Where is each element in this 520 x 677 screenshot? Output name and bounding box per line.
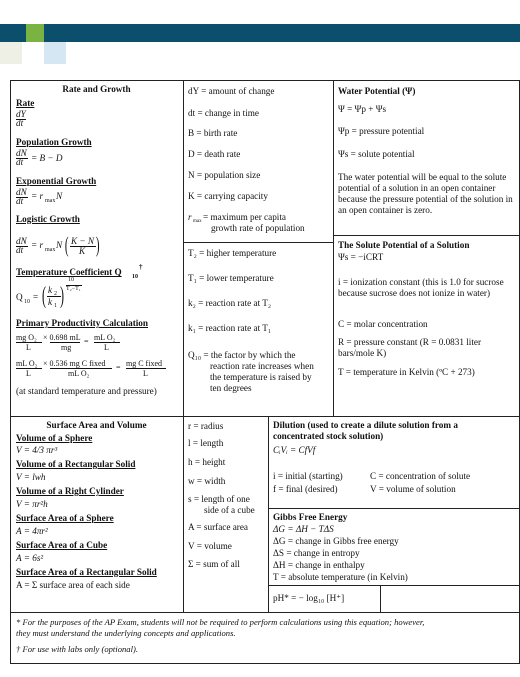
water-paragraph: The water potential will be equal to the solute potential of a solution in an open container because the pressure potential of the solution in an open container is zero. — [338, 172, 513, 215]
rate-bot: dt — [16, 118, 24, 128]
divider-footnotes — [10, 612, 520, 613]
log-sub: max — [45, 247, 56, 253]
rate-top: dY — [16, 109, 26, 119]
pop-rhs: = B − D — [31, 153, 63, 163]
header-band — [0, 24, 520, 42]
gibbs-s: ΔS = change in entropy — [273, 548, 360, 558]
rate-label: Rate — [16, 98, 35, 108]
gibbs-title: Gibbs Free Energy — [273, 512, 348, 522]
q10-paren-close: ) — [60, 283, 64, 309]
rect-area-formula: A = Σ surface area of each side — [16, 580, 130, 590]
water-title: Water Potential (Ψ) — [338, 86, 416, 96]
def-rmax: r — [188, 212, 192, 222]
gibbs-formula: ΔG = ΔH − TΔS — [273, 524, 334, 534]
dilution-i: i = initial (starting) — [273, 471, 343, 481]
sdef-w: w = width — [188, 476, 226, 486]
divider-middle — [10, 416, 520, 417]
ppc1-r-bot: L — [104, 343, 109, 352]
sdef-a: A = surface area — [188, 522, 249, 532]
exp-bot: dt — [16, 196, 24, 206]
cylinder-volume-label: Volume of a Right Cylinder — [16, 486, 124, 496]
def-rmax-sub: max — [193, 219, 202, 224]
log-n: N — [56, 240, 63, 250]
q10-k1: k — [48, 297, 53, 307]
divider-top-2 — [333, 80, 334, 416]
sphere-area-formula: A = 4πr² — [16, 526, 48, 536]
ppc2-r-top: mg C fixed — [126, 359, 162, 368]
divider-ph — [268, 585, 520, 586]
def-q10-c: the temperature is raised by — [210, 372, 312, 382]
def-rmax-b: = maximum per capita — [203, 212, 286, 222]
c-def: C = molar concentration — [338, 319, 428, 329]
rect-volume-label: Volume of a Rectangular Solid — [16, 459, 136, 469]
ppc2-eq: = — [116, 363, 121, 372]
sphere-volume-label: Volume of a Sphere — [16, 433, 93, 443]
surface-title: Surface Area and Volume — [46, 420, 147, 430]
solute-title: The Solute Potential of a Solution — [338, 240, 470, 250]
exp-top: dN — [16, 187, 27, 197]
footnote-star-2: they must understand the underlying concepts and applications. — [16, 628, 236, 638]
divider-gibbs — [268, 508, 520, 509]
log-paren-close: ) — [95, 232, 100, 257]
sdef-s2: side of a cube — [204, 505, 255, 515]
ppc1-a-top: mg O₂ — [16, 333, 37, 342]
log-paren-open: ( — [64, 232, 69, 257]
water-formula: Ψ = Ψp + Ψs — [338, 104, 387, 114]
rect-volume-formula: V = lwh — [16, 472, 46, 482]
divider-bottom-2 — [268, 416, 269, 612]
sphere-volume-formula: V = 4/3 πr³ — [16, 445, 58, 455]
dilution-c: C = concentration of solute — [370, 471, 471, 481]
pop-top: dN — [16, 148, 27, 158]
dilution-formula: CᵢVᵢ = CfVf — [273, 445, 316, 455]
q10-exp-bot: T₂−T₁ — [66, 286, 81, 292]
pop-growth-label: Population Growth — [16, 137, 92, 147]
header-accent-green — [26, 24, 44, 42]
q10-exp-top: 10 — [68, 277, 74, 283]
q10-k2: k — [48, 285, 53, 295]
ppc1-a-bot: L — [26, 343, 31, 352]
footnote-star: * For the purposes of the AP Exam, students will not be required to perform calculations using this equation; however, — [16, 617, 425, 627]
q10-eq: = — [33, 292, 39, 302]
def-t1: T₁ = lower temperature — [188, 273, 274, 283]
def-k1: k₁ = reaction rate at T₁ — [188, 323, 272, 333]
q10-k2-sub: 2 — [54, 291, 57, 297]
ppc1-r-top: mL O₂ — [94, 333, 116, 342]
def-k: K = carrying capacity — [188, 191, 268, 201]
ppc1-mult-bot: mg — [61, 343, 72, 352]
def-rmax-c: growth rate of population — [211, 223, 305, 233]
ppc-label: Primary Productivity Calculation — [16, 318, 149, 328]
temp-coef-label: Temperature Coefficient Q — [16, 267, 122, 277]
exp-rhs: = r — [31, 191, 44, 201]
dilution-title-2: concentrated stock solution) — [273, 431, 384, 441]
ppc2-r-bot: L — [143, 369, 148, 378]
dilution-f: f = final (desired) — [273, 484, 338, 494]
t-def: T = temperature in Kelvin (ºC + 273) — [338, 367, 475, 377]
solute-formula: Ψs = −iCRT — [338, 252, 384, 262]
q10-paren-open: ( — [42, 283, 46, 309]
gibbs-t: T = absolute temperature (in Kelvin) — [273, 572, 408, 582]
sdef-s1: s = length of one — [188, 494, 250, 504]
def-t2: T₂ = higher temperature — [188, 248, 277, 258]
stp-note: (at standard temperature and pressure) — [16, 386, 157, 396]
q10-k1-sub: 1 — [54, 303, 57, 309]
log-rhs: = r — [31, 240, 44, 250]
temp-coef-dagger: † — [139, 263, 143, 271]
divider-bottom-1 — [183, 416, 184, 612]
sdef-r: r = radius — [188, 421, 224, 431]
divider-top-1 — [183, 80, 184, 416]
r-def: R = pressure constant (R = 0.0831 liter bars/mole K) — [338, 337, 482, 358]
header-accent-blue — [44, 42, 66, 64]
sdef-h: h = height — [188, 457, 226, 467]
i-def: i = ionization constant (this is 1.0 for sucrose because sucrose does not ionize in water) — [338, 277, 504, 298]
dilution-title-1: Dilution (used to create a dilute solution from a — [273, 420, 458, 430]
ppc2-mult-bot: mL O₂ — [68, 369, 90, 378]
ppc1-mult: × 0.698 mL — [43, 333, 81, 342]
sdef-l: l = length — [188, 438, 224, 448]
def-n: N = population size — [188, 170, 261, 180]
cube-area-formula: A = 6s² — [16, 553, 44, 563]
log-top: dN — [16, 236, 27, 246]
pop-bot: dt — [16, 157, 24, 167]
exp-growth-label: Exponential Growth — [16, 176, 97, 186]
cylinder-volume-formula: V = πr²h — [16, 499, 48, 509]
gibbs-g: ΔG = change in Gibbs free energy — [273, 536, 399, 546]
ppc1-eq: = — [84, 337, 89, 346]
def-b: B = birth rate — [188, 128, 238, 138]
gibbs-h: ΔH = change in enthalpy — [273, 560, 365, 570]
rate-title: Rate and Growth — [62, 84, 131, 94]
divider-defs — [183, 242, 333, 243]
ppc2-a-bot: L — [26, 369, 31, 378]
def-q10-d: ten degrees — [210, 383, 252, 393]
exp-sub: max — [45, 198, 56, 204]
q10-lhs-sub: 10 — [24, 299, 30, 305]
divider-ph-right — [380, 585, 381, 612]
def-d: D = death rate — [188, 149, 241, 159]
ppc2-mult-top: × 0.536 mg C fixed — [43, 359, 106, 368]
divider-water — [333, 235, 520, 236]
def-dt: dt = change in time — [188, 108, 260, 118]
cube-area-label: Surface Area of a Cube — [16, 540, 108, 550]
def-q10-b: reaction rate increases when — [210, 361, 314, 371]
sphere-area-label: Surface Area of a Sphere — [16, 513, 114, 523]
psi-s-def: Ψs = solute potential — [338, 149, 415, 159]
log-frac-top: K − N — [71, 236, 95, 246]
exp-n: N — [56, 191, 63, 201]
header-accent-grey — [0, 42, 22, 64]
log-bot: dt — [16, 245, 24, 255]
logistic-growth-label: Logistic Growth — [16, 214, 80, 224]
ppc2-a-top: mL O₂ — [16, 359, 38, 368]
sdef-v: V = volume — [188, 541, 232, 551]
def-k2: k₂ = reaction rate at T₂ — [188, 298, 272, 308]
q10-lhs: Q — [16, 292, 23, 302]
def-dy: dY = amount of change — [188, 86, 275, 96]
ph-formula: pH* = − log₁₀ [H⁺] — [273, 593, 345, 603]
temp-coef-sub: 10 — [132, 274, 138, 280]
dilution-v: V = volume of solution — [370, 484, 456, 494]
def-q10-a: Q₁₀ = the factor by which the — [188, 350, 296, 360]
rect-area-label: Surface Area of a Rectangular Solid — [16, 567, 157, 577]
footnote-dagger: † For use with labs only (optional). — [16, 644, 138, 654]
sdef-sum: Σ = sum of all — [188, 559, 240, 569]
psi-p-def: Ψp = pressure potential — [338, 126, 425, 136]
log-frac-bot: K — [79, 246, 86, 256]
